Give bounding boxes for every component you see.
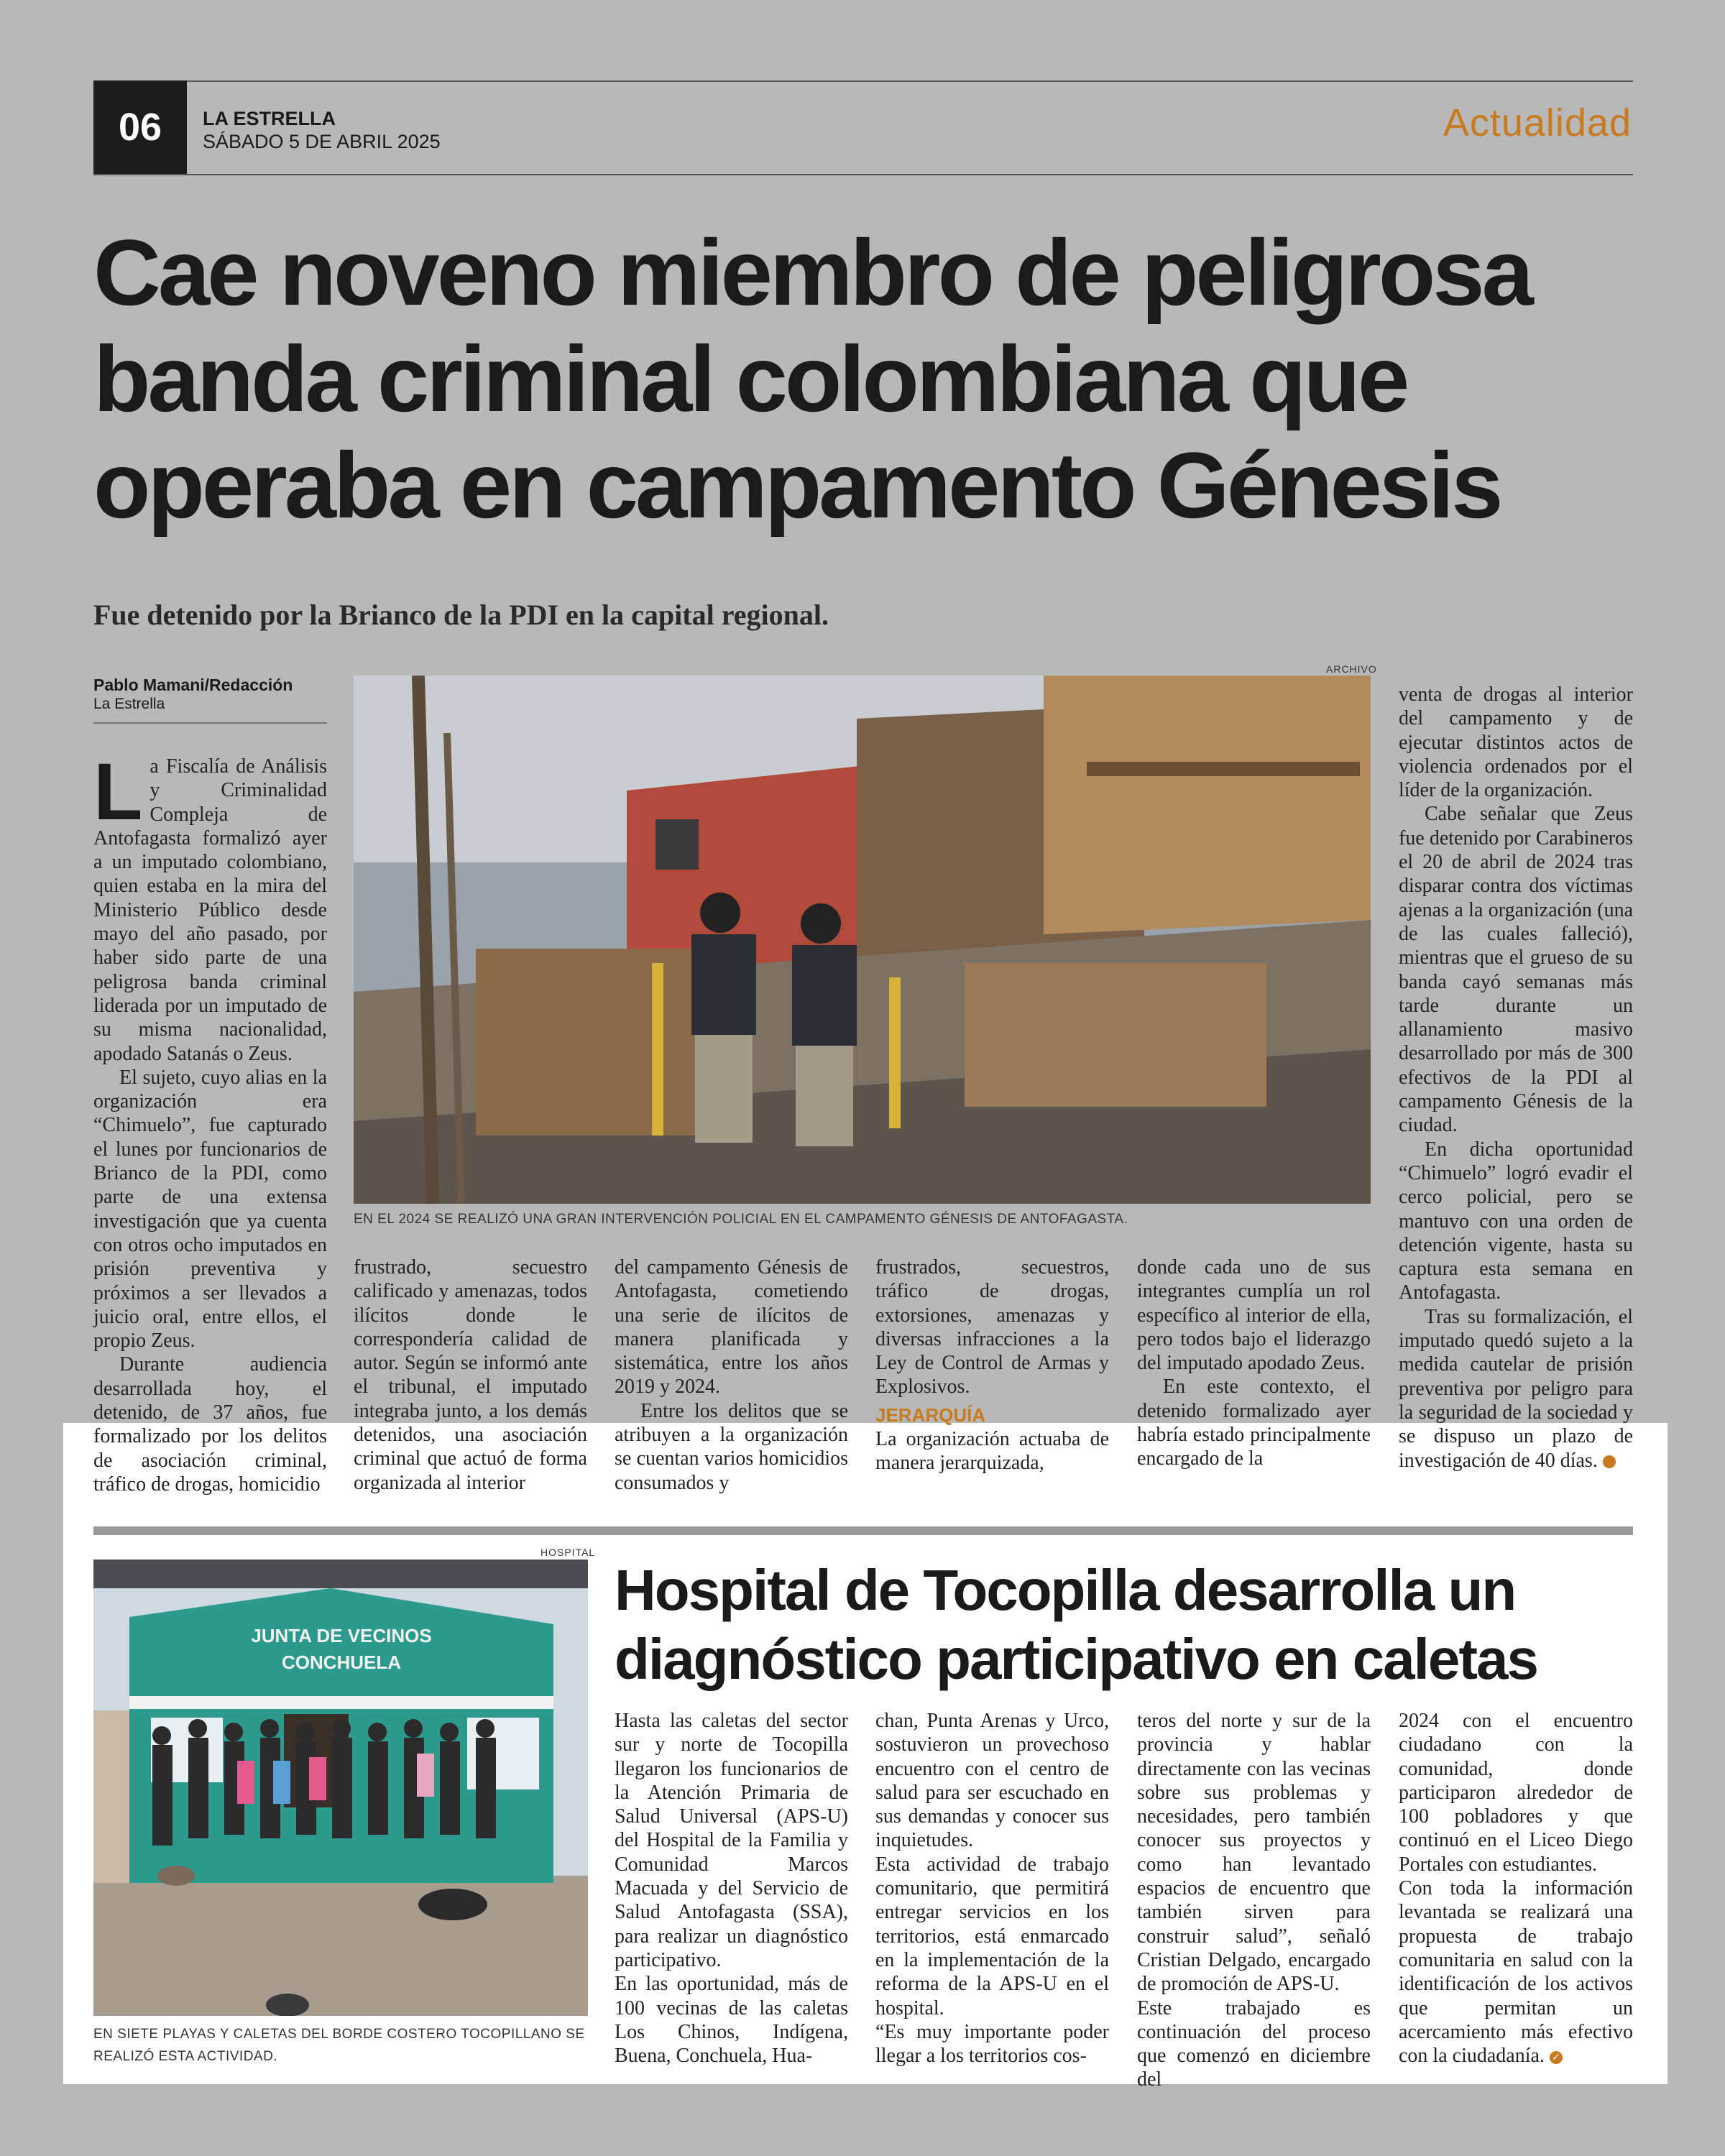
end-circle-icon: ✓	[1550, 2051, 1563, 2064]
header-rule-top	[93, 80, 1633, 82]
subsection-heading-jerarquia: JERARQUÍA	[875, 1404, 986, 1426]
article1-column-2	[354, 1256, 587, 1495]
article2-col4-p2: Con toda la información levantada se realizará una propuesta de trabajo comunitaria en salud con la identificación de los activos que permitan un acercamiento más efectivo con la ciudadanía.	[1399, 1877, 1633, 2068]
article1-col5-p1: donde cada uno de sus integrantes cumplía un rol específico al interior de ella, pero todos bajo el liderazgo del imputado apodado Zeus.	[1137, 1256, 1371, 1375]
article2-column-4	[1399, 1709, 1633, 2068]
article2-col2-p1: chan, Punta Arenas y Urco, sostuvieron un provechoso encuentro con el centro de salud para ser escuchado en sus demandas y conocer sus inquietudes.	[875, 1710, 1109, 1852]
article2-photo-credit: HOSPITAL	[540, 1547, 596, 1558]
article1-col1-p3: Durante audiencia desarrollada hoy, el detenido, de 37 años, fue formalizado por los delitos de asociación criminal, tráfico de drogas, homicidio	[93, 1353, 327, 1496]
article1-col1-p1: a Fiscalía de Análisis y Criminalidad Compleja de Antofagasta formalizó ayer a un imputado colombiano, quien estaba en la mira del Ministerio Público desde mayo del año pasado, por haber sido parte de una peligrosa banda criminal liderada por un imputado de su misma nacionalidad, apodado Satanás o Zeus.	[93, 755, 327, 1065]
article1-col3-p2: Entre los delitos que se atribuyen a la organización se cuentan varios homicidios consumados y	[615, 1399, 848, 1494]
article2-column-3	[1137, 1709, 1371, 2092]
article1-photo-credit: ARCHIVO	[1326, 663, 1377, 675]
publication-date: SÁBADO 5 DE ABRIL 2025	[203, 131, 441, 152]
photo-sign-line1: JUNTA DE VECINOS	[251, 1625, 432, 1646]
article1-photo	[354, 676, 1371, 1204]
article2-photo	[93, 1560, 588, 2016]
article2-headline: Hospital de Tocopilla desarrolla un diagnóstico participativo en caletas	[615, 1558, 1537, 1691]
section-label: Actualidad	[1443, 101, 1632, 144]
article1-col1-p2: El sujeto, cuyo alias en la organización era “Chimuelo”, fue capturado el lunes por funcionarios de Brianco de la PDI, como parte de una extensa investigación que ya cuenta con otros ocho imputados en prisión preventiva y próximos a ser llevados a juicio oral, entre ellos, el propio Zeus.	[93, 1066, 327, 1353]
article1-byline-org: La Estrella	[93, 696, 165, 712]
article2-col3-p2: Este trabajado es continuación del proceso que comenzó en diciembre del	[1137, 1996, 1371, 2091]
article2-photo-caption: EN SIETE PLAYAS Y CALETAS DEL BORDE COSTERO TOCOPILLANO SE REALIZÓ ESTA ACTIVIDAD.	[93, 2027, 585, 2064]
article1-column-4	[875, 1256, 1109, 1475]
article1-photo-caption: EN EL 2024 SE REALIZÓ UNA GRAN INTERVENCIÓN POLICIAL EN EL CAMPAMENTO GÉNESIS DE ANTOFAGASTA.	[354, 1212, 1128, 1227]
article1-subhead: Fue detenido por la Brianco de la PDI en la capital regional.	[93, 599, 829, 631]
article1-col4-p1: frustrados, secuestros, tráfico de drogas, extorsiones, amenazas y diversas infracciones a la Ley de Control de Armas y Explosivos.	[875, 1256, 1109, 1399]
article1-col6-p4: Tras su formalización, el imputado quedó sujeto a la medida cautelar de prisión preventiva por peligro para la seguridad de la sociedad y se dispuso un plazo de investigación de 40 días.	[1399, 1305, 1633, 1472]
header-rule-bottom	[93, 174, 1633, 175]
article2-col2-p2: Esta actividad de trabajo comunitario, que permitirá entregar servicios en los territorios, está enmarcado en la implementación de la reforma de la APS-U en el hospital.	[875, 1853, 1109, 2019]
article1-col2-p1: frustrado, secuestro calificado y amenazas, todos ilícitos donde le correspondería calidad de autor. Según se informó ante el tribunal, el imputado integraba junto, a los demás detenidos, una asociación criminal que actuó de forma organizada al interior	[354, 1256, 587, 1494]
article1-col6-p2: Cabe señalar que Zeus fue detenido por Carabineros el 20 de abril de 2024 tras disparar contra dos víctimas ajenas a la organización (una de las cuales falleció), mientras que el grueso de su banda cayó semanas más tarde durante un allanamiento masivo desarrollado por más de 300 efectivos de la PDI al campamento Génesis de la ciudad.	[1399, 803, 1633, 1137]
end-circle-icon: ✓	[1603, 1455, 1616, 1468]
article1-column-3	[615, 1256, 848, 1495]
article1-column-1	[93, 747, 327, 1496]
article1-col5-p2: En este contexto, el detenido formalizado ayer habría estado principalmente encargado de la	[1137, 1376, 1371, 1470]
page-number: 06	[93, 80, 187, 174]
article2-column-1	[615, 1709, 848, 2068]
article2-col1-p2: En las oportunidad, más de 100 vecinas de las caletas Los Chinos, Indígena, Buena, Conchuela, Hua-	[615, 1973, 848, 2068]
article1-byline: Pablo Mamani/Redacción	[93, 676, 293, 694]
article2-col3-p1: teros del norte y sur de la provincia y hablar directamente con las vecinas sobre sus problemas y necesidades, pero también conocer sus proyectos y como han levantado espacios de encuentro que también sirven para construir salud”, señaló Cristian Delgado, encargado de promoción de APS-U.	[1137, 1710, 1371, 1996]
article1-column-5	[1137, 1256, 1371, 1471]
article1-column-6	[1399, 683, 1637, 1473]
byline-rule	[93, 722, 327, 724]
article2-column-2	[875, 1709, 1109, 2068]
article-divider	[93, 1526, 1633, 1535]
article1-headline: Cae noveno miembro de peligrosa banda criminal colombiana que operaba en campamento Génesis	[93, 220, 1531, 538]
article1-col6-p1: venta de drogas al interior del campamento y de ejecutar distintos actos de violencia ordenados por el líder de la organización.	[1399, 683, 1633, 802]
article2-col2-p3: “Es muy importante poder llegar a los territorios cos-	[875, 2020, 1109, 2068]
article1-col4-p2: La organización actuaba de manera jerarquizada,	[875, 1428, 1109, 1475]
paper-name: LA ESTRELLA	[203, 108, 336, 129]
photo-sign-line2: CONCHUELA	[281, 1651, 402, 1673]
article2-col4-p1: 2024 con el encuentro ciudadano con la comunidad, donde participaron alrededor de 100 pobladores y que continuó en el Liceo Diego Portales con estudiantes.	[1399, 1710, 1633, 1876]
article1-col6-p3: En dicha oportunidad “Chimuelo” logró evadir el cerco policial, pero se mantuvo con una orden de detención vigente, hasta su captura esta semana en Antofagasta.	[1399, 1138, 1633, 1304]
article1-col3-p1: del campamento Génesis de Antofagasta, cometiendo una serie de ilícitos de manera planificada y sistemática, entre los años 2019 y 2024.	[615, 1256, 848, 1399]
article2-col1-p1: Hasta las caletas del sector sur y norte de Tocopilla llegaron los funcionarios de la Atención Primaria de Salud Universal (APS-U) del Hospital de la Familia y Comunidad Marcos Macuada y del Servicio de Salud Antofagasta (SSA), para realizar un diagnóstico participativo.	[615, 1710, 848, 1971]
dropcap: L	[93, 747, 143, 837]
